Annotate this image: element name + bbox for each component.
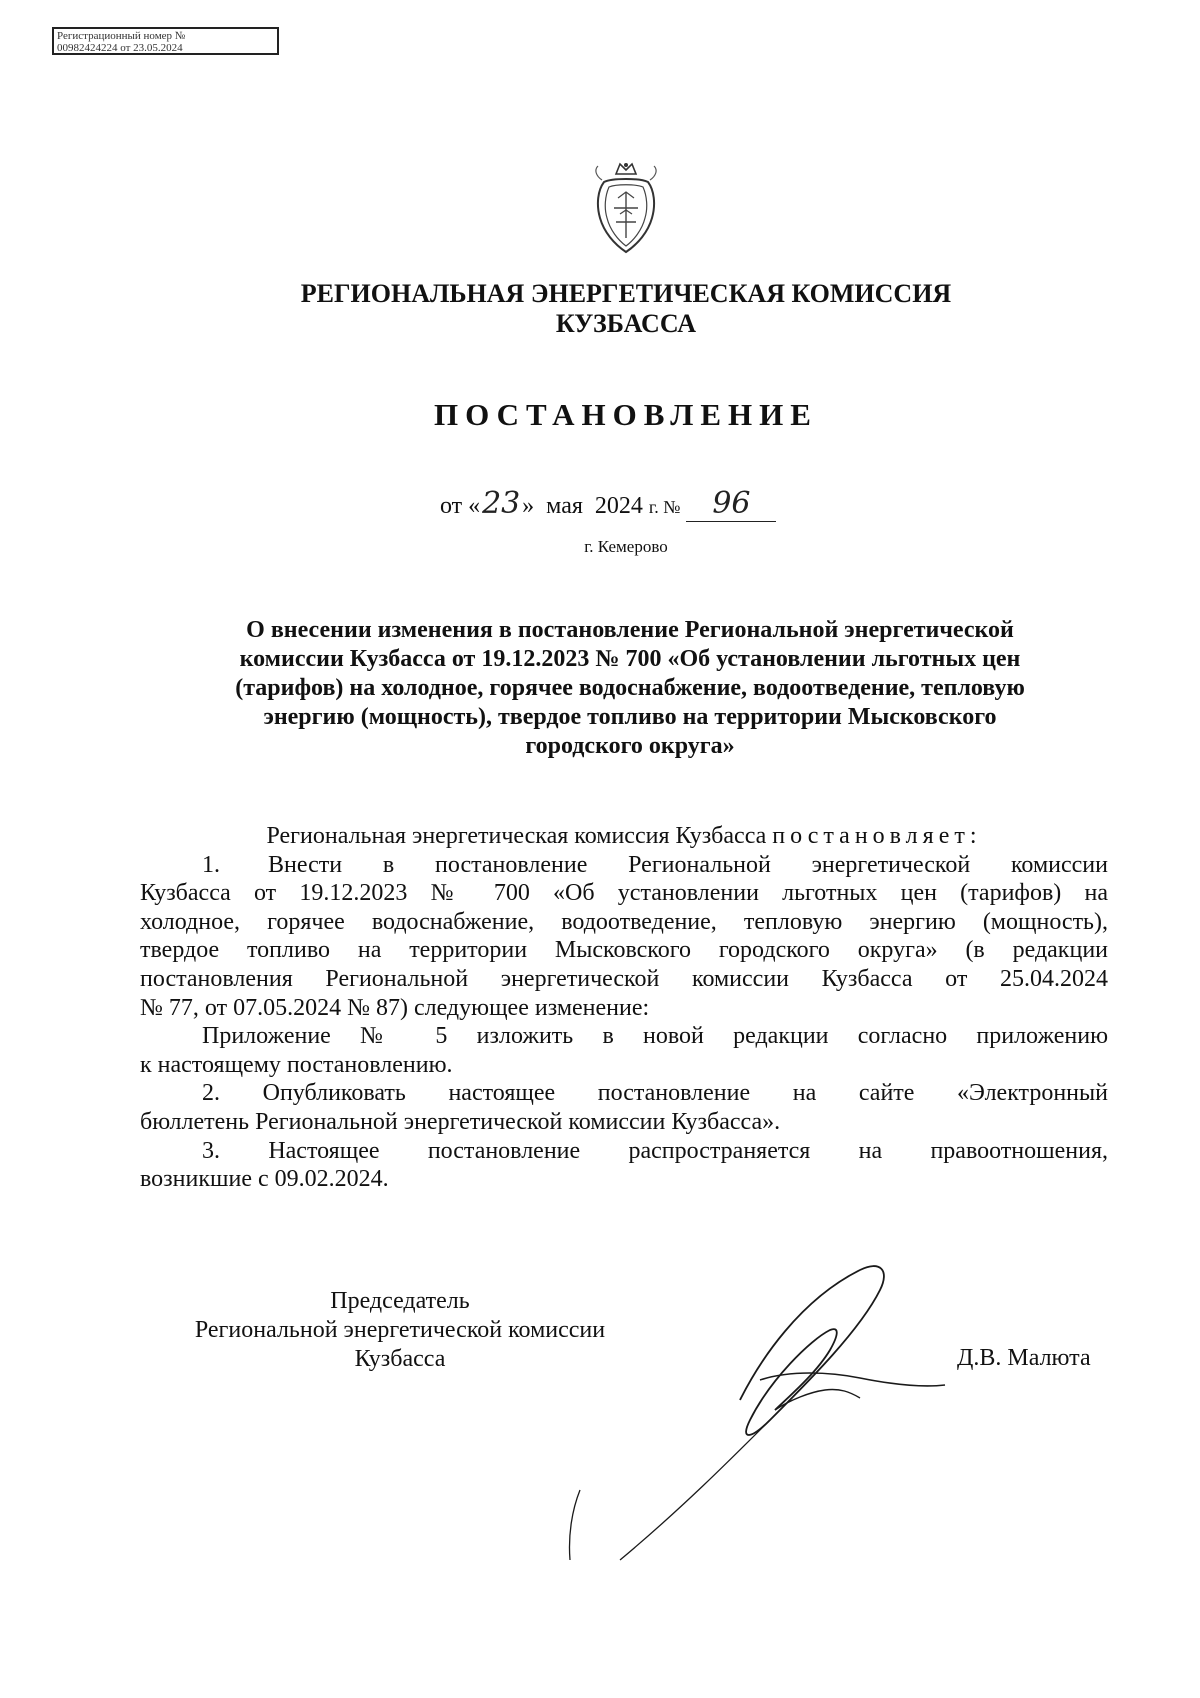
intro-verb-spaced: постановляет: bbox=[772, 823, 982, 849]
paragraph-1-line: постановления Региональной энергетической комиссии Кузбасса от 25.04.2024 bbox=[140, 965, 1108, 992]
paragraph-1a-line: Приложение № 5 изложить в новой редакции согласно приложению bbox=[202, 1023, 1108, 1050]
intro-line bbox=[140, 822, 1108, 851]
paragraph-1-number: 1. bbox=[202, 851, 220, 878]
agency-name-line-2: КУЗБАССА bbox=[555, 309, 697, 338]
paragraph-1-line: № 77, от 07.05.2024 № 87) следующее изменение: bbox=[140, 994, 650, 1021]
paragraph-1-line: твердое топливо на территории Мысковского городского округа» (в редакции bbox=[140, 937, 1108, 964]
signatory-name: Д.В. Малюта bbox=[957, 1345, 1091, 1371]
document-subject bbox=[160, 616, 1100, 761]
subject-line: (тарифов) на холодное, горячее водоснабжение, водоотведение, тепловую bbox=[235, 675, 1025, 701]
date-month: мая bbox=[546, 493, 583, 519]
paragraph-3-line: возникшие с 09.02.2024. bbox=[140, 1166, 389, 1193]
paragraph-1-line: Внести в постановление Региональной энергетической комиссии bbox=[268, 851, 1108, 878]
paragraph-1-first-line bbox=[140, 851, 1108, 880]
paragraph-2-line: 2. Опубликовать настоящее постановление на сайте «Электронный bbox=[202, 1080, 1108, 1107]
paragraph-1a-line: к настоящему постановлению. bbox=[140, 1051, 453, 1078]
subject-line: городского округа» bbox=[525, 733, 735, 759]
document-title: ПОСТАНОВЛЕНИЕ bbox=[434, 397, 818, 432]
date-prefix: от « bbox=[440, 493, 481, 519]
registration-stamp bbox=[52, 27, 279, 55]
coat-of-arms-emblem bbox=[590, 160, 662, 256]
date-line bbox=[440, 486, 776, 522]
document-body bbox=[140, 822, 1108, 1194]
date-year: 2024 bbox=[594, 493, 643, 519]
subject-line: О внесении изменения в постановление Региональной энергетической bbox=[246, 617, 1014, 643]
date-close-quote: » bbox=[522, 493, 535, 519]
date-number-label: г. № bbox=[648, 497, 681, 517]
subject-line: комиссии Кузбасса от 19.12.2023 № 700 «Об установлении льготных цен bbox=[239, 646, 1021, 672]
registration-line-1: Регистрационный номер № bbox=[57, 30, 186, 42]
paragraph-3-line: 3. Настоящее постановление распространяется на правоотношения, bbox=[202, 1137, 1108, 1164]
document-number-handwritten: 96 bbox=[712, 486, 751, 521]
date-day-handwritten: 23 bbox=[482, 486, 521, 521]
city-name: г. Кемерово bbox=[584, 537, 668, 556]
paragraph-1-line: холодное, горячее водоснабжение, водоотведение, тепловую энергию (мощность), bbox=[140, 908, 1108, 935]
intro-text: Региональная энергетическая комиссия Кузбасса bbox=[266, 823, 767, 849]
position-line-2: Региональной энергетической комиссии bbox=[194, 1317, 606, 1343]
subject-line: энергию (мощность), твердое топливо на территории Мысковского bbox=[263, 704, 997, 730]
paragraph-2-line: бюллетень Региональной энергетической комиссии Кузбасса». bbox=[140, 1108, 781, 1135]
registration-line-2: 00982424224 от 23.05.2024 bbox=[57, 42, 183, 54]
handwritten-signature bbox=[560, 1260, 960, 1580]
paragraph-1-line: Кузбасса от 19.12.2023 № 700 «Об установлении льготных цен (тарифов) на bbox=[140, 880, 1108, 907]
position-line-1: Председатель bbox=[330, 1288, 470, 1314]
position-line-3: Кузбасса bbox=[354, 1346, 446, 1372]
agency-name-line-1: РЕГИОНАЛЬНАЯ ЭНЕРГЕТИЧЕСКАЯ КОМИССИЯ bbox=[300, 279, 952, 308]
